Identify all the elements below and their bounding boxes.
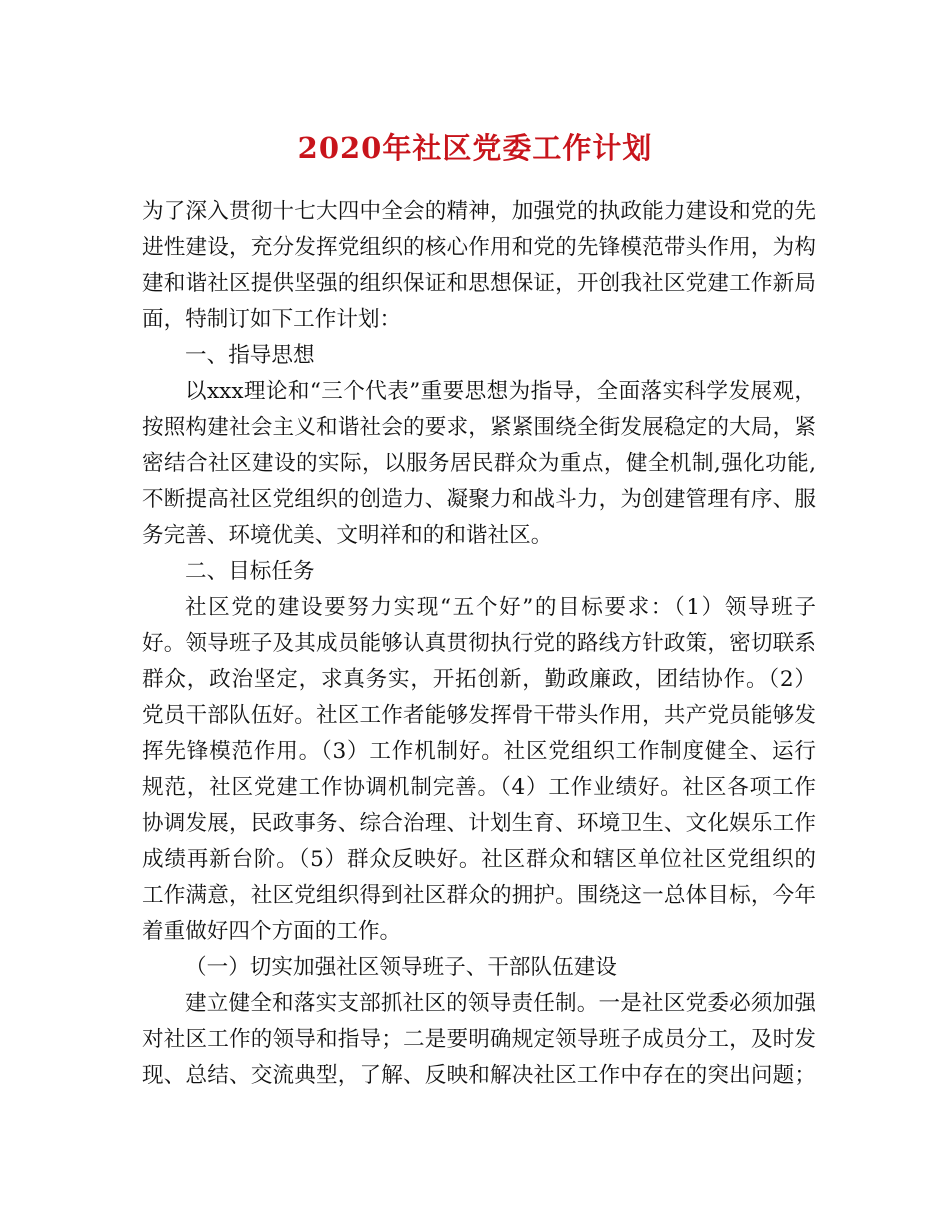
body-line: 成绩再新台阶。（5）群众反映好。社区群众和辖区单位社区党组织的: [142, 847, 816, 872]
body-line: 协调发展，民政事务、综合治理、计划生育、环境卫生、文化娱乐工作: [142, 811, 816, 836]
body-line: 党员干部队伍好。社区工作者能够发挥骨干带头作用，共产党员能够发: [142, 703, 816, 728]
section-heading: 一、指导思想: [185, 343, 315, 368]
body-line: 建立健全和落实支部抓社区的领导责任制。一是社区党委必须加强: [185, 991, 816, 1016]
body-line: 不断提高社区党组织的创造力、凝聚力和战斗力，为创建管理有序、服: [142, 487, 816, 512]
body-line: 建和谐社区提供坚强的组织保证和思想保证，开创我社区党建工作新局: [142, 271, 816, 296]
body-line: 规范，社区党建工作协调机制完善。（4）工作业绩好。社区各项工作: [142, 775, 816, 800]
body-line: 务完善、环境优美、文明祥和的和谐社区。: [142, 523, 553, 548]
body-line: 面，特制订如下工作计划：: [142, 307, 402, 332]
body-line: 对社区工作的领导和指导；二是要明确规定领导班子成员分工，及时发: [142, 1027, 816, 1052]
document-body: [142, 194, 816, 1094]
body-line: 着重做好四个方面的工作。: [142, 919, 402, 944]
body-line: 社区党的建设要努力实现“五个好”的目标要求：（1）领导班子: [185, 595, 816, 620]
section-heading: 二、目标任务: [185, 559, 315, 584]
body-line: 按照构建社会主义和谐社会的要求，紧紧围绕全街发展稳定的大局，紧: [142, 415, 816, 440]
body-line: 以xxx理论和“三个代表”重要思想为指导，全面落实科学发展观，: [185, 379, 816, 404]
body-line: 好。领导班子及其成员能够认真贯彻执行党的路线方针政策，密切联系: [142, 631, 816, 656]
body-line: 密结合社区建设的实际，以服务居民群众为重点，健全机制,强化功能,: [142, 451, 816, 476]
body-line: 群众，政治坚定，求真务实，开拓创新，勤政廉政，团结协作。（2）: [142, 667, 816, 692]
body-line: 工作满意，社区党组织得到社区群众的拥护。围绕这一总体目标，今年: [142, 883, 816, 908]
body-line: 进性建设，充分发挥党组织的核心作用和党的先锋模范带头作用，为构: [142, 235, 816, 260]
body-line: 现、总结、交流典型，了解、反映和解决社区工作中存在的突出问题；: [142, 1063, 816, 1088]
body-line: 挥先锋模范作用。（3）工作机制好。社区党组织工作制度健全、运行: [142, 739, 816, 764]
document-title: 2020年社区党委工作计划: [297, 131, 653, 165]
subsection-heading: （一）切实加强社区领导班子、干部队伍建设: [185, 955, 617, 980]
body-line: 为了深入贯彻十七大四中全会的精神，加强党的执政能力建设和党的先: [142, 199, 816, 224]
